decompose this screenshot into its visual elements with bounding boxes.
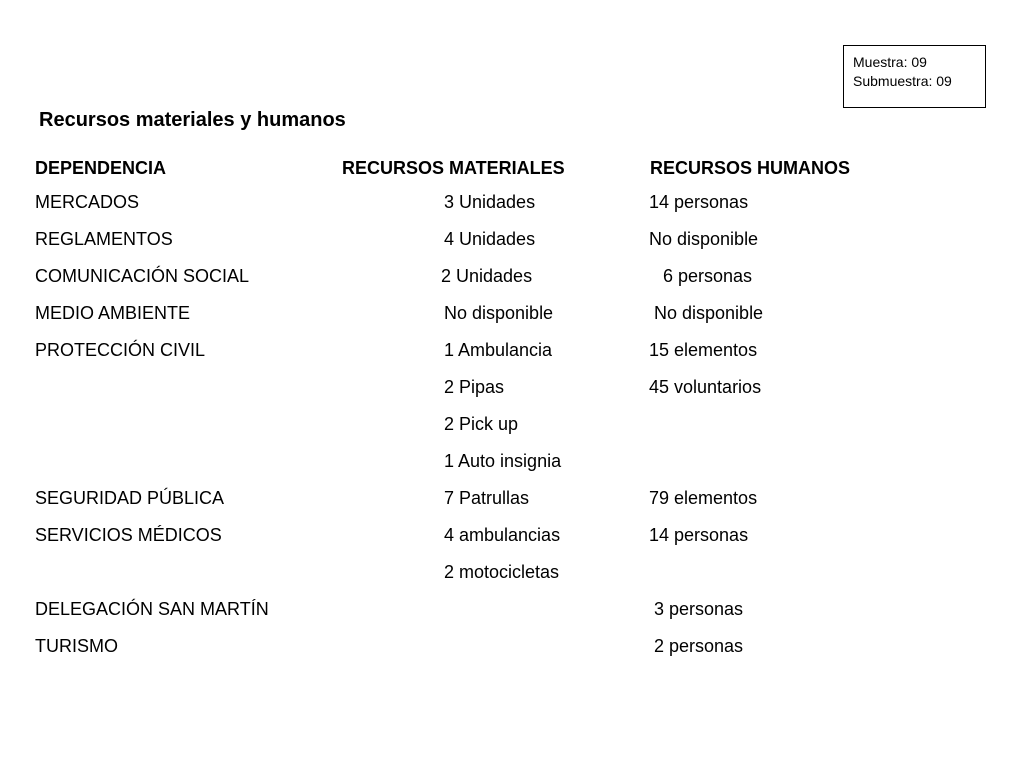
cell-humanos: 45 voluntarios bbox=[649, 377, 762, 397]
cell-humanos: 15 elementos bbox=[649, 340, 758, 360]
cell-materiales: 1 Ambulancia bbox=[444, 340, 553, 360]
cell-dependencia: DELEGACIÓN SAN MARTÍN bbox=[35, 599, 269, 619]
cell-dependencia: TURISMO bbox=[35, 636, 118, 656]
cell-materiales: 4 ambulancias bbox=[444, 525, 561, 545]
cell-humanos: 3 personas bbox=[654, 599, 744, 619]
table-row bbox=[0, 228, 1024, 265]
cell-humanos: 6 personas bbox=[663, 266, 753, 286]
page-title: Recursos materiales y humanos bbox=[39, 109, 346, 131]
cell-materiales: 4 Unidades bbox=[444, 229, 536, 249]
header-dependencia: DEPENDENCIA bbox=[35, 158, 167, 178]
sample-label: Muestra: 09 bbox=[853, 54, 927, 70]
table-row bbox=[0, 598, 1024, 635]
cell-materiales: 2 Pick up bbox=[444, 414, 519, 434]
cell-humanos: 14 personas bbox=[649, 192, 749, 212]
cell-dependencia: PROTECCIÓN CIVIL bbox=[35, 340, 206, 360]
cell-materiales: 7 Patrullas bbox=[444, 488, 530, 508]
cell-materiales: No disponible bbox=[444, 303, 554, 323]
table-row bbox=[0, 635, 1024, 672]
table-row bbox=[0, 376, 1024, 413]
table-row bbox=[0, 302, 1024, 339]
table-row bbox=[0, 450, 1024, 487]
cell-humanos: 14 personas bbox=[649, 525, 749, 545]
cell-dependencia: MEDIO AMBIENTE bbox=[35, 303, 191, 323]
cell-materiales: 2 Unidades bbox=[441, 266, 533, 286]
cell-materiales: 2 Pipas bbox=[444, 377, 505, 397]
cell-dependencia: SEGURIDAD PÚBLICA bbox=[35, 488, 225, 508]
cell-humanos: No disponible bbox=[654, 303, 764, 323]
header-recursos-humanos: RECURSOS HUMANOS bbox=[650, 158, 851, 178]
header-recursos-materiales: RECURSOS MATERIALES bbox=[342, 158, 565, 178]
table-row bbox=[0, 524, 1024, 561]
table-row bbox=[0, 413, 1024, 450]
table-row bbox=[0, 265, 1024, 302]
cell-humanos: 2 personas bbox=[654, 636, 744, 656]
resources-table bbox=[0, 191, 1024, 672]
subsample-label: Submuestra: 09 bbox=[853, 73, 952, 89]
cell-materiales: 3 Unidades bbox=[444, 192, 536, 212]
cell-dependencia: COMUNICACIÓN SOCIAL bbox=[35, 266, 250, 286]
cell-dependencia: SERVICIOS MÉDICOS bbox=[35, 525, 222, 545]
table-row bbox=[0, 561, 1024, 598]
cell-dependencia: MERCADOS bbox=[35, 192, 140, 212]
cell-materiales: 2 motocicletas bbox=[444, 562, 560, 582]
cell-dependencia: REGLAMENTOS bbox=[35, 229, 173, 249]
cell-humanos: No disponible bbox=[649, 229, 759, 249]
table-row bbox=[0, 339, 1024, 376]
sample-info-box bbox=[843, 45, 986, 108]
table-row bbox=[0, 191, 1024, 228]
cell-materiales: 1 Auto insignia bbox=[444, 451, 562, 471]
table-row bbox=[0, 487, 1024, 524]
cell-humanos: 79 elementos bbox=[649, 488, 758, 508]
